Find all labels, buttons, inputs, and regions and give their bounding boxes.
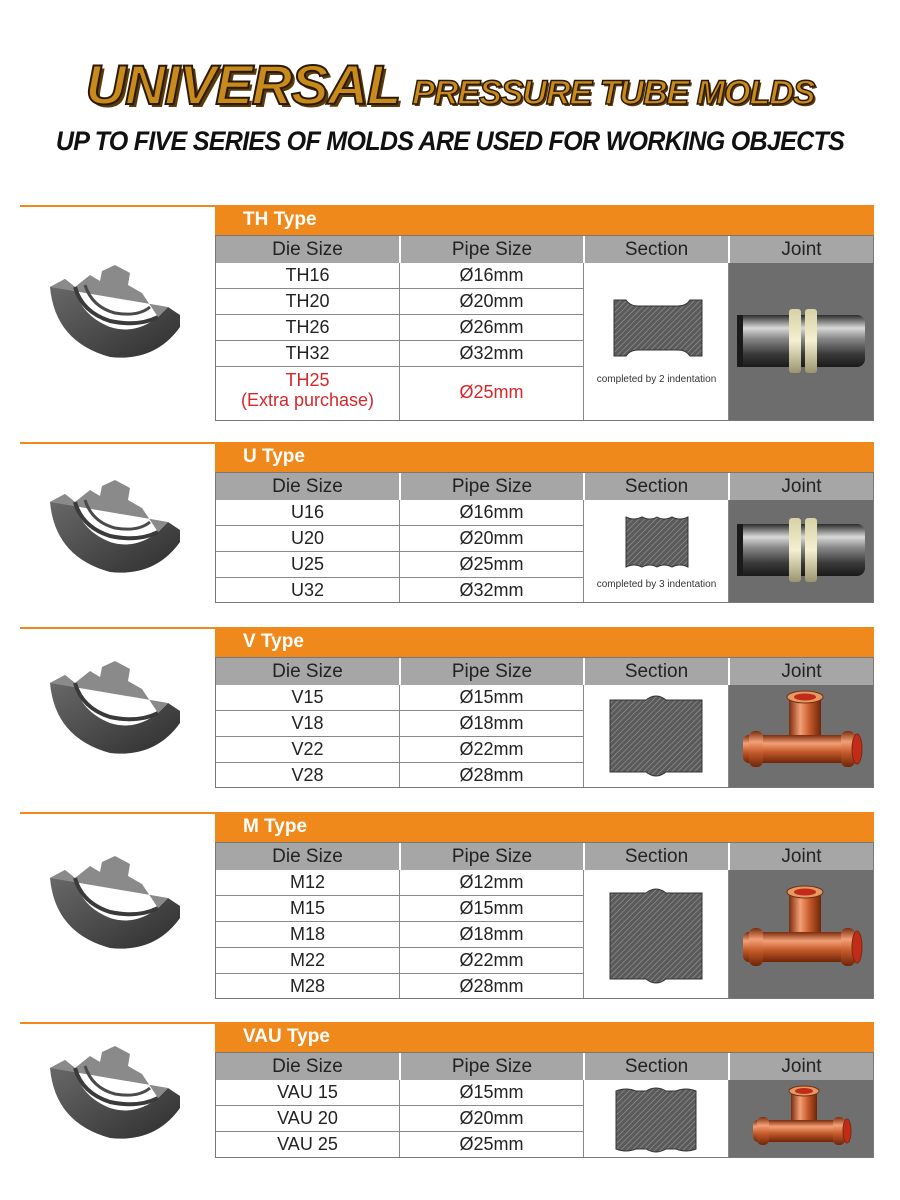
accent-line [20, 205, 215, 207]
section-profile-icon [612, 1085, 700, 1155]
section-note: completed by 2 indentation [596, 374, 717, 385]
spec-table [215, 842, 874, 999]
pipe-size-cell: Ø28mm [459, 765, 524, 785]
section-m-type [0, 812, 900, 1002]
pipe-size-cell: Ø32mm [459, 580, 524, 600]
extra-purchase-note: (Extra purchase) [240, 390, 375, 410]
joint-image [729, 500, 873, 602]
die-size-cell: M22 [289, 950, 325, 970]
col-joint: Joint [781, 239, 822, 260]
die-size-cell: TH26 [285, 317, 330, 337]
col-die-size: Die Size [272, 239, 343, 260]
pipe-size-cell: Ø32mm [459, 343, 524, 363]
page-header [0, 0, 900, 170]
section-profile-icon [606, 690, 706, 782]
title-sub: PRESSURE TUBE MOLDS [412, 74, 815, 112]
accent-line [20, 812, 215, 814]
die-size-cell: M18 [289, 924, 325, 944]
spec-table [215, 657, 874, 788]
col-joint: Joint [781, 846, 822, 867]
spec-table [215, 1052, 874, 1158]
spec-table [215, 235, 874, 421]
pipe-size-cell: Ø22mm [459, 950, 524, 970]
col-section: Section [624, 476, 689, 497]
table-header [216, 236, 873, 263]
type-title: V Type [215, 627, 874, 657]
die-size-cell: V28 [291, 765, 324, 785]
pipe-size-cell: Ø22mm [459, 739, 524, 759]
die-size-cell: TH32 [285, 343, 330, 363]
pipe-size-cell: Ø16mm [459, 265, 524, 285]
type-title: M Type [215, 812, 874, 842]
section-u-type [0, 442, 900, 607]
pipe-size-cell: Ø16mm [459, 502, 524, 522]
die-size-cell: M15 [289, 898, 325, 918]
die-size-cell: VAU 20 [277, 1108, 338, 1128]
table-header [216, 843, 873, 870]
die-size-cell: M28 [289, 976, 325, 996]
joint-image [729, 263, 873, 420]
col-joint: Joint [781, 661, 822, 682]
extra-die-size: TH25 [285, 370, 330, 390]
die-size-cell: VAU 25 [277, 1134, 338, 1154]
col-die-size: Die Size [272, 661, 343, 682]
pipe-size-cell: Ø15mm [459, 687, 524, 707]
col-die-size: Die Size [272, 846, 343, 867]
type-title: VAU Type [215, 1022, 874, 1052]
joint-image [729, 870, 873, 998]
die-size-cell: U16 [290, 502, 325, 522]
pipe-size-cell: Ø20mm [459, 291, 524, 311]
col-section: Section [624, 1056, 689, 1077]
table-header [216, 658, 873, 685]
section-th-type [0, 205, 900, 420]
col-die-size: Die Size [272, 476, 343, 497]
pipe-size-cell: Ø15mm [459, 1082, 524, 1102]
section-profile-icon [606, 883, 706, 989]
pipe-size-cell: Ø20mm [459, 1108, 524, 1128]
die-size-cell: V18 [291, 713, 324, 733]
die-size-cell: U20 [290, 528, 325, 548]
section-v-type [0, 627, 900, 792]
type-title: U Type [215, 442, 874, 472]
col-joint: Joint [781, 1056, 822, 1077]
spec-table [215, 472, 874, 603]
col-pipe-size: Pipe Size [451, 846, 533, 867]
die-size-cell: V22 [291, 739, 324, 759]
pipe-size-cell: Ø25mm [459, 554, 524, 574]
accent-line [20, 627, 215, 629]
copper-tee-icon [729, 1080, 873, 1157]
die-size-cell: TH16 [285, 265, 330, 285]
extra-pipe-size-cell: Ø25mm [459, 382, 524, 402]
copper-tee-icon [729, 685, 873, 787]
pipe-size-cell: Ø15mm [459, 898, 524, 918]
pipe-size-cell: Ø28mm [459, 976, 524, 996]
col-section: Section [624, 239, 689, 260]
press-fitting-icon [729, 263, 873, 420]
section-profile-icon [608, 296, 708, 360]
title-main: UNIVERSAL [85, 53, 401, 116]
col-pipe-size: Pipe Size [451, 1056, 533, 1077]
pipe-size-cell: Ø18mm [459, 924, 524, 944]
table-header [216, 473, 873, 500]
col-section: Section [624, 846, 689, 867]
pipe-size-cell: Ø18mm [459, 713, 524, 733]
accent-line [20, 1022, 215, 1024]
accent-line [20, 442, 215, 444]
die-size-cell: VAU 15 [277, 1082, 338, 1102]
section-note: completed by 3 indentation [596, 579, 717, 590]
table-header [216, 1053, 873, 1080]
type-title: TH Type [215, 205, 874, 235]
die-size-cell: V15 [291, 687, 324, 707]
m-die-icon [40, 848, 190, 958]
th-die-icon [40, 257, 190, 367]
subtitle: UP TO FIVE SERIES OF MOLDS ARE USED FOR WORKING OBJECTS [55, 126, 845, 156]
col-section: Section [624, 661, 689, 682]
section-profile-icon [622, 513, 692, 571]
joint-image [729, 685, 873, 787]
die-size-cell: TH20 [285, 291, 330, 311]
pipe-size-cell: Ø25mm [459, 1134, 524, 1154]
pipe-size-cell: Ø26mm [459, 317, 524, 337]
joint-image [729, 1080, 873, 1157]
col-pipe-size: Pipe Size [451, 476, 533, 497]
u-die-icon [40, 472, 190, 582]
col-joint: Joint [781, 476, 822, 497]
col-pipe-size: Pipe Size [451, 239, 533, 260]
press-fitting-icon [729, 500, 873, 602]
die-size-cell: U25 [290, 554, 325, 574]
die-size-cell: U32 [290, 580, 325, 600]
title [0, 52, 900, 117]
pipe-size-cell: Ø20mm [459, 528, 524, 548]
v-die-icon [40, 653, 190, 763]
die-size-cell: M12 [289, 872, 325, 892]
extra-die-size-cell [216, 370, 399, 410]
vau-die-icon [40, 1038, 190, 1148]
pipe-size-cell: Ø12mm [459, 872, 524, 892]
copper-tee-icon [729, 870, 873, 998]
section-vau-type [0, 1022, 900, 1160]
col-pipe-size: Pipe Size [451, 661, 533, 682]
col-die-size: Die Size [272, 1056, 343, 1077]
